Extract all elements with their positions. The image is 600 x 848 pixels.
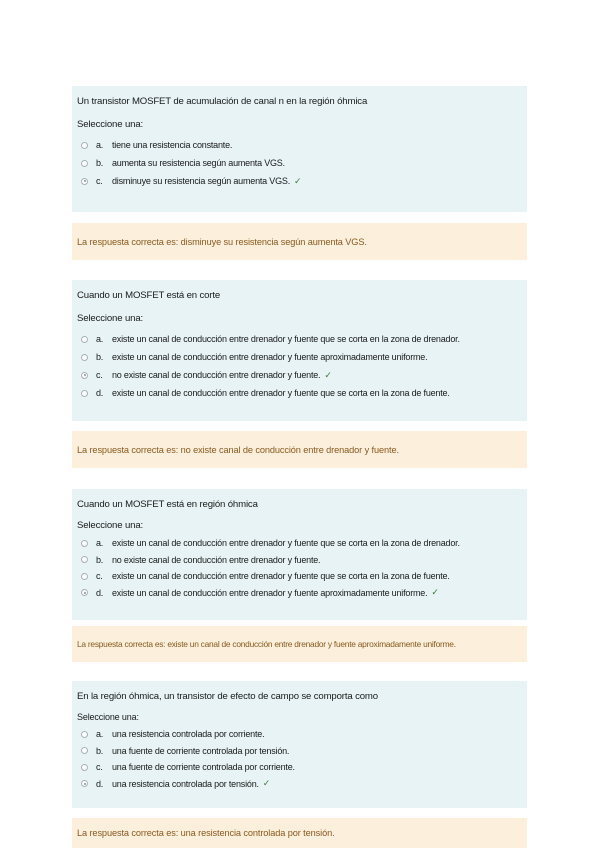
question-2: [72, 280, 527, 421]
option-a[interactable]: [77, 136, 522, 154]
radio-button-selected[interactable]: [81, 589, 88, 596]
check-icon: ✓: [294, 175, 302, 186]
option-a[interactable]: [77, 330, 522, 348]
check-icon: ✓: [431, 587, 439, 598]
option-d[interactable]: [77, 776, 522, 793]
option-text: existe un canal de conducción entre drenador y fuente aproximadamente uniforme.: [112, 587, 428, 598]
option-letter: b.: [96, 158, 104, 168]
feedback-4: [72, 818, 527, 848]
option-c[interactable]: [77, 366, 522, 384]
option-b[interactable]: [77, 154, 522, 172]
option-d[interactable]: [77, 384, 522, 402]
option-text: no existe canal de conducción entre drenador y fuente.: [112, 370, 321, 380]
radio-button[interactable]: [81, 573, 88, 580]
option-text: existe un canal de conducción entre drenador y fuente que se corta en la zona de fuente.: [112, 388, 450, 398]
radio-button[interactable]: [81, 354, 88, 361]
correct-answer-text: La respuesta correcta es: una resistencia controlada por tensión.: [77, 828, 335, 838]
feedback-2: [72, 431, 527, 468]
radio-button-selected[interactable]: [81, 780, 88, 787]
option-text: existe un canal de conducción entre drenador y fuente que se corta en la zona de fuente.: [112, 571, 450, 582]
option-text: disminuye su resistencia según aumenta VGS.: [112, 176, 290, 186]
check-icon: ✓: [262, 778, 271, 789]
check-icon: ✓: [324, 369, 332, 380]
option-letter: d.: [96, 778, 104, 789]
option-letter: a.: [96, 334, 104, 344]
option-text: una resistencia controlada por corriente.: [112, 729, 265, 740]
select-prompt: Seleccione una:: [77, 712, 139, 722]
option-text: una resistencia controlada por tensión.: [112, 778, 259, 789]
radio-button-selected[interactable]: [81, 178, 88, 185]
radio-button[interactable]: [81, 556, 88, 563]
correct-answer-text: La respuesta correcta es: existe un canal de conducción entre drenador y fuente aproximadamente uniforme.: [77, 639, 456, 649]
radio-button[interactable]: [81, 160, 88, 167]
question-text: En la región óhmica, un transistor de efecto de campo se comporta como: [77, 691, 378, 702]
question-4: [72, 681, 527, 808]
option-d[interactable]: [77, 585, 522, 602]
radio-button-selected[interactable]: [81, 372, 88, 379]
option-letter: a.: [96, 140, 104, 150]
option-text: no existe canal de conducción entre drenador y fuente.: [112, 554, 321, 565]
correct-answer-text: La respuesta correcta es: no existe canal de conducción entre drenador y fuente.: [77, 444, 399, 455]
option-text: existe un canal de conducción entre drenador y fuente aproximadamente uniforme.: [112, 352, 428, 362]
option-letter: a.: [96, 538, 104, 549]
question-text: Cuando un MOSFET está en corte: [77, 290, 221, 301]
option-letter: d.: [96, 587, 104, 598]
feedback-3: [72, 626, 527, 662]
radio-button[interactable]: [81, 390, 88, 397]
option-c[interactable]: [77, 172, 522, 190]
radio-button[interactable]: [81, 731, 88, 738]
option-a[interactable]: [77, 726, 522, 743]
option-text: una fuente de corriente controlada por tensión.: [112, 745, 290, 756]
question-1: [72, 86, 527, 212]
option-text: tiene una resistencia constante.: [112, 140, 233, 150]
radio-button[interactable]: [81, 747, 88, 754]
option-letter: c.: [96, 762, 103, 773]
question-text: Cuando un MOSFET está en región óhmica: [77, 499, 258, 510]
option-letter: c.: [96, 176, 103, 186]
option-b[interactable]: [77, 348, 522, 366]
question-text: Un transistor MOSFET de acumulación de canal n en la región óhmica: [77, 96, 368, 107]
select-prompt: Seleccione una:: [77, 119, 144, 130]
option-letter: b.: [96, 745, 104, 756]
option-b[interactable]: [77, 552, 522, 569]
option-a[interactable]: [77, 535, 522, 552]
option-letter: b.: [96, 352, 104, 362]
radio-button[interactable]: [81, 540, 88, 547]
option-letter: b.: [96, 554, 104, 565]
correct-answer-text: La respuesta correcta es: disminuye su resistencia según aumenta VGS.: [77, 236, 367, 247]
radio-button[interactable]: [81, 336, 88, 343]
radio-button[interactable]: [81, 764, 88, 771]
option-letter: c.: [96, 571, 103, 582]
option-letter: d.: [96, 388, 104, 398]
option-text: una fuente de corriente controlada por corriente.: [112, 762, 295, 773]
option-b[interactable]: [77, 743, 522, 760]
option-letter: c.: [96, 370, 103, 380]
select-prompt: Seleccione una:: [77, 520, 144, 531]
option-letter: a.: [96, 729, 104, 740]
option-c[interactable]: [77, 568, 522, 585]
option-c[interactable]: [77, 759, 522, 776]
question-3: [72, 489, 527, 620]
radio-button[interactable]: [81, 142, 88, 149]
option-text: existe un canal de conducción entre drenador y fuente que se corta en la zona de drenador.: [112, 538, 460, 549]
feedback-1: [72, 223, 527, 260]
option-text: aumenta su resistencia según aumenta VGS.: [112, 158, 285, 168]
option-text: existe un canal de conducción entre drenador y fuente que se corta en la zona de drenador.: [112, 334, 460, 344]
select-prompt: Seleccione una:: [77, 313, 144, 324]
